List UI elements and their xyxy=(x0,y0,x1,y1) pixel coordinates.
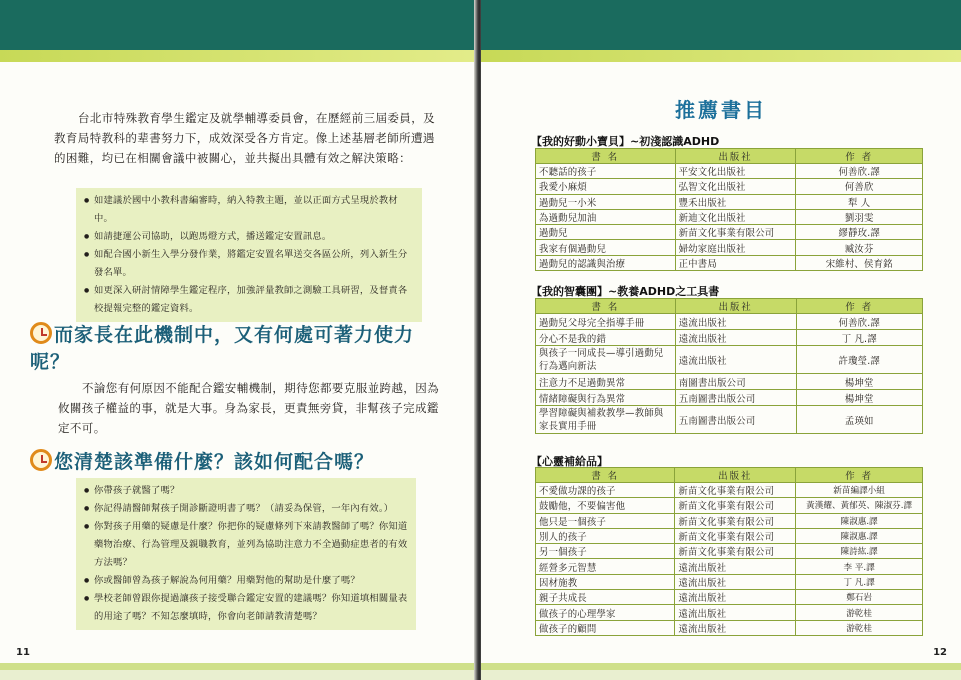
author-cell: 孟瑛如 xyxy=(796,406,922,434)
book-table xyxy=(535,467,923,636)
book-title-cell: 經營多元智慧 xyxy=(536,559,675,574)
table-row xyxy=(536,209,923,224)
bottom-band xyxy=(481,663,961,670)
column-header: 作 者 xyxy=(796,468,923,483)
author-cell: 陳詩紘.譯 xyxy=(796,544,923,559)
top-band-stripe xyxy=(0,50,478,62)
table-row xyxy=(536,544,923,559)
book-title-cell: 另一個孩子 xyxy=(536,544,675,559)
column-header: 出版社 xyxy=(675,299,796,314)
publisher-cell: 遠流出版社 xyxy=(675,346,796,374)
book-table xyxy=(535,148,923,271)
list-item: ● 如更深入研討情障學生鑑定程序，加強評量教師之測驗工具研習，及督責各校提報完整的鑑定資料。 xyxy=(84,282,414,318)
book-title-cell: 分心不是我的錯 xyxy=(536,330,676,346)
author-cell: 何善欣 xyxy=(796,179,923,194)
list-item: ● 如配合國小新生入學分發作業，將鑑定安置名單送交各區公所，列入新生分發名單。 xyxy=(84,246,414,282)
column-header: 書 名 xyxy=(536,149,676,164)
author-cell: 何善欣.譯 xyxy=(796,314,922,330)
book-title-cell: 注意力不足過動異常 xyxy=(536,374,676,390)
book-title-cell: 與孩子一同成長—導引過動兒行為邁向新法 xyxy=(536,346,676,374)
table-row xyxy=(536,374,923,390)
publisher-cell: 遠流出版社 xyxy=(675,590,796,605)
table-row xyxy=(536,314,923,330)
clock-icon xyxy=(30,322,52,344)
book-title-cell: 過動兒的認識與治療 xyxy=(536,255,676,270)
author-cell: 宋維村、侯育銘 xyxy=(796,255,923,270)
page-number: 12 xyxy=(933,647,947,658)
list-item: ● 你記得請醫師幫孩子開診斷證明書了嗎？（請妥為保管，一年內有效。） xyxy=(84,500,408,518)
parents-paragraph: 不論您有何原因不能配合鑑安輔機制，期待您都要克服並跨越，因為攸關孩子權益的事，就是大事。身為家長，更責無旁貸，非幫孩子完成鑑定不可。 xyxy=(58,381,439,435)
page-number: 11 xyxy=(16,647,30,658)
book-title-cell: 為過動兒加油 xyxy=(536,209,676,224)
publisher-cell: 遠流出版社 xyxy=(675,330,796,346)
author-cell: 丁 凡.譯 xyxy=(796,574,923,589)
author-cell: 陳淑惠.譯 xyxy=(796,513,923,528)
publisher-cell: 正中書局 xyxy=(675,255,796,270)
book-title-cell: 過動兒一小米 xyxy=(536,194,676,209)
list-item: ● 你或醫師曾為孩子解說為何用藥？用藥對他的幫助是什麼了嗎？ xyxy=(84,572,408,590)
table-row xyxy=(536,255,923,270)
table-row xyxy=(536,483,923,498)
column-header: 出版社 xyxy=(675,468,796,483)
book-title-cell: 不聽話的孩子 xyxy=(536,164,676,179)
book-title-cell: 情緒障礙與行為異常 xyxy=(536,390,676,406)
column-header: 出版社 xyxy=(675,149,796,164)
section-heading-parents xyxy=(30,322,430,376)
clock-icon xyxy=(30,449,52,471)
table-row xyxy=(536,194,923,209)
section-heading-prepare xyxy=(30,449,450,476)
table-row xyxy=(536,225,923,240)
section-title: 【我的智囊團】~教養ADHD之工具書 xyxy=(531,285,720,298)
book-title-cell: 做孩子的心理學家 xyxy=(536,605,675,620)
book-title-cell: 過動兒父母完全指導手冊 xyxy=(536,314,676,330)
list-item: ● 你帶孩子就醫了嗎？ xyxy=(84,482,408,500)
author-cell: 楊坤堂 xyxy=(796,390,922,406)
list-item: ● 學校老師曾跟你提過讓孩子接受聯合鑑定安置的建議嗎？你知道填相關量表的用途了嗎？不知怎麼填時，你會向老師請教清楚嗎？ xyxy=(84,590,408,626)
book-title-cell: 他只是一個孩子 xyxy=(536,513,675,528)
table-row xyxy=(536,346,923,374)
list-item: ● 如請捷運公司協助，以跑馬燈方式，播送鑑定安置訊息。 xyxy=(84,228,414,246)
author-cell: 劉羽雯 xyxy=(796,209,923,224)
publisher-cell: 婦幼家庭出版社 xyxy=(675,240,796,255)
book-title-cell: 學習障礙與補救教學—教師與家長實用手冊 xyxy=(536,406,676,434)
table-row xyxy=(536,164,923,179)
bottom-band-light xyxy=(0,670,478,680)
list-item: ● 如建議於國中小教科書編審時，納入特教主題，並以正面方式呈現於教材中。 xyxy=(84,192,414,228)
book-title-cell: 我家有個過動兒 xyxy=(536,240,676,255)
book-title-cell: 因材施教 xyxy=(536,574,675,589)
author-cell: 李 平.譯 xyxy=(796,559,923,574)
author-cell: 游乾桂 xyxy=(796,605,923,620)
publisher-cell: 弘智文化出版社 xyxy=(675,179,796,194)
book-title-cell: 不愛做功課的孩子 xyxy=(536,483,675,498)
publisher-cell: 新苗文化事業有限公司 xyxy=(675,528,796,543)
table-row xyxy=(536,605,923,620)
publisher-cell: 遠流出版社 xyxy=(675,574,796,589)
table-row xyxy=(536,559,923,574)
book-title-cell: 親子共成長 xyxy=(536,590,675,605)
publisher-cell: 新苗文化事業有限公司 xyxy=(675,544,796,559)
section-title: 【我的好動小寶貝】~初淺認識ADHD xyxy=(531,135,720,148)
author-cell: 新苗編譯小組 xyxy=(796,483,923,498)
bottom-band xyxy=(0,663,478,670)
book-title-cell: 鼓勵他，不要偏害他 xyxy=(536,498,675,513)
list-item: ● 你對孩子用藥的疑慮是什麼？你把你的疑慮條列下來請教醫師了嗎？你知道藥物治療、行為管理及親職教育，並列為協助注意力不全過動症患者的有效方法嗎？ xyxy=(84,518,408,572)
table-row xyxy=(536,574,923,589)
author-cell: 楊坤堂 xyxy=(796,374,922,390)
table-row xyxy=(536,620,923,635)
intro-paragraph: 台北市特殊教育學生鑑定及就學輔導委員會，在歷經前三屆委員，及教育局特教科的辈書努力下，成效深受各方肯定。像上述基層老師所遭遇的困難，均已在相關會議中被關心，並共擬出具體有效之解決策略： xyxy=(54,111,435,165)
author-cell: 黃漢耀、黃郁英、陳淑芬.譯 xyxy=(796,498,923,513)
left-page xyxy=(0,0,478,680)
strategy-list-box xyxy=(76,188,422,322)
publisher-cell: 新苗文化事業有限公司 xyxy=(675,225,796,240)
bottom-band-light xyxy=(481,670,961,680)
author-cell: 丁 凡.譯 xyxy=(796,330,922,346)
publisher-cell: 遠流出版社 xyxy=(675,559,796,574)
book-title-cell: 過動兒 xyxy=(536,225,676,240)
publisher-cell: 新苗文化事業有限公司 xyxy=(675,498,796,513)
table-row xyxy=(536,513,923,528)
author-cell: 陳淑惠.譯 xyxy=(796,528,923,543)
table-row xyxy=(536,528,923,543)
author-cell: 何善欣.譯 xyxy=(796,164,923,179)
page-title: 推薦書目 xyxy=(675,98,767,122)
section-title: 【心靈補給品】 xyxy=(531,455,608,468)
table-row xyxy=(536,240,923,255)
publisher-cell: 新苗文化事業有限公司 xyxy=(675,483,796,498)
book-title-cell: 別人的孩子 xyxy=(536,528,675,543)
publisher-cell: 平安文化出版社 xyxy=(675,164,796,179)
author-cell: 犁 人 xyxy=(796,194,923,209)
table-row xyxy=(536,179,923,194)
author-cell: 游乾桂 xyxy=(796,620,923,635)
top-band-stripe xyxy=(481,50,961,62)
publisher-cell: 遠流出版社 xyxy=(675,620,796,635)
publisher-cell: 五南圖書出版公司 xyxy=(675,390,796,406)
book-table xyxy=(535,298,923,434)
publisher-cell: 新迪文化出版社 xyxy=(675,209,796,224)
publisher-cell: 豐禾出版社 xyxy=(675,194,796,209)
publisher-cell: 遠流出版社 xyxy=(675,605,796,620)
table-row xyxy=(536,390,923,406)
column-header: 書 名 xyxy=(536,299,676,314)
author-cell: 鄭石岩 xyxy=(796,590,923,605)
publisher-cell: 新苗文化事業有限公司 xyxy=(675,513,796,528)
right-page xyxy=(481,0,961,680)
author-cell: 臧汝芬 xyxy=(796,240,923,255)
table-row xyxy=(536,498,923,513)
column-header: 書 名 xyxy=(536,468,675,483)
heading-text: 您清楚該準備什麼？該如何配合嗎？ xyxy=(54,451,375,473)
publisher-cell: 遠流出版社 xyxy=(675,314,796,330)
checklist-box xyxy=(76,478,416,630)
book-title-cell: 做孩子的顧問 xyxy=(536,620,675,635)
heading-text: 而家長在此機制中，又有何處可著力使力呢？ xyxy=(30,324,415,373)
book-title-cell: 我愛小麻煩 xyxy=(536,179,676,194)
table-row xyxy=(536,330,923,346)
column-header: 作 者 xyxy=(796,299,922,314)
publisher-cell: 南圖書出版公司 xyxy=(675,374,796,390)
table-row xyxy=(536,406,923,434)
publisher-cell: 五南圖書出版公司 xyxy=(675,406,796,434)
column-header: 作 者 xyxy=(796,149,923,164)
table-row xyxy=(536,590,923,605)
author-cell: 許瓊瑩.譯 xyxy=(796,346,922,374)
author-cell: 繆靜玫.譯 xyxy=(796,225,923,240)
